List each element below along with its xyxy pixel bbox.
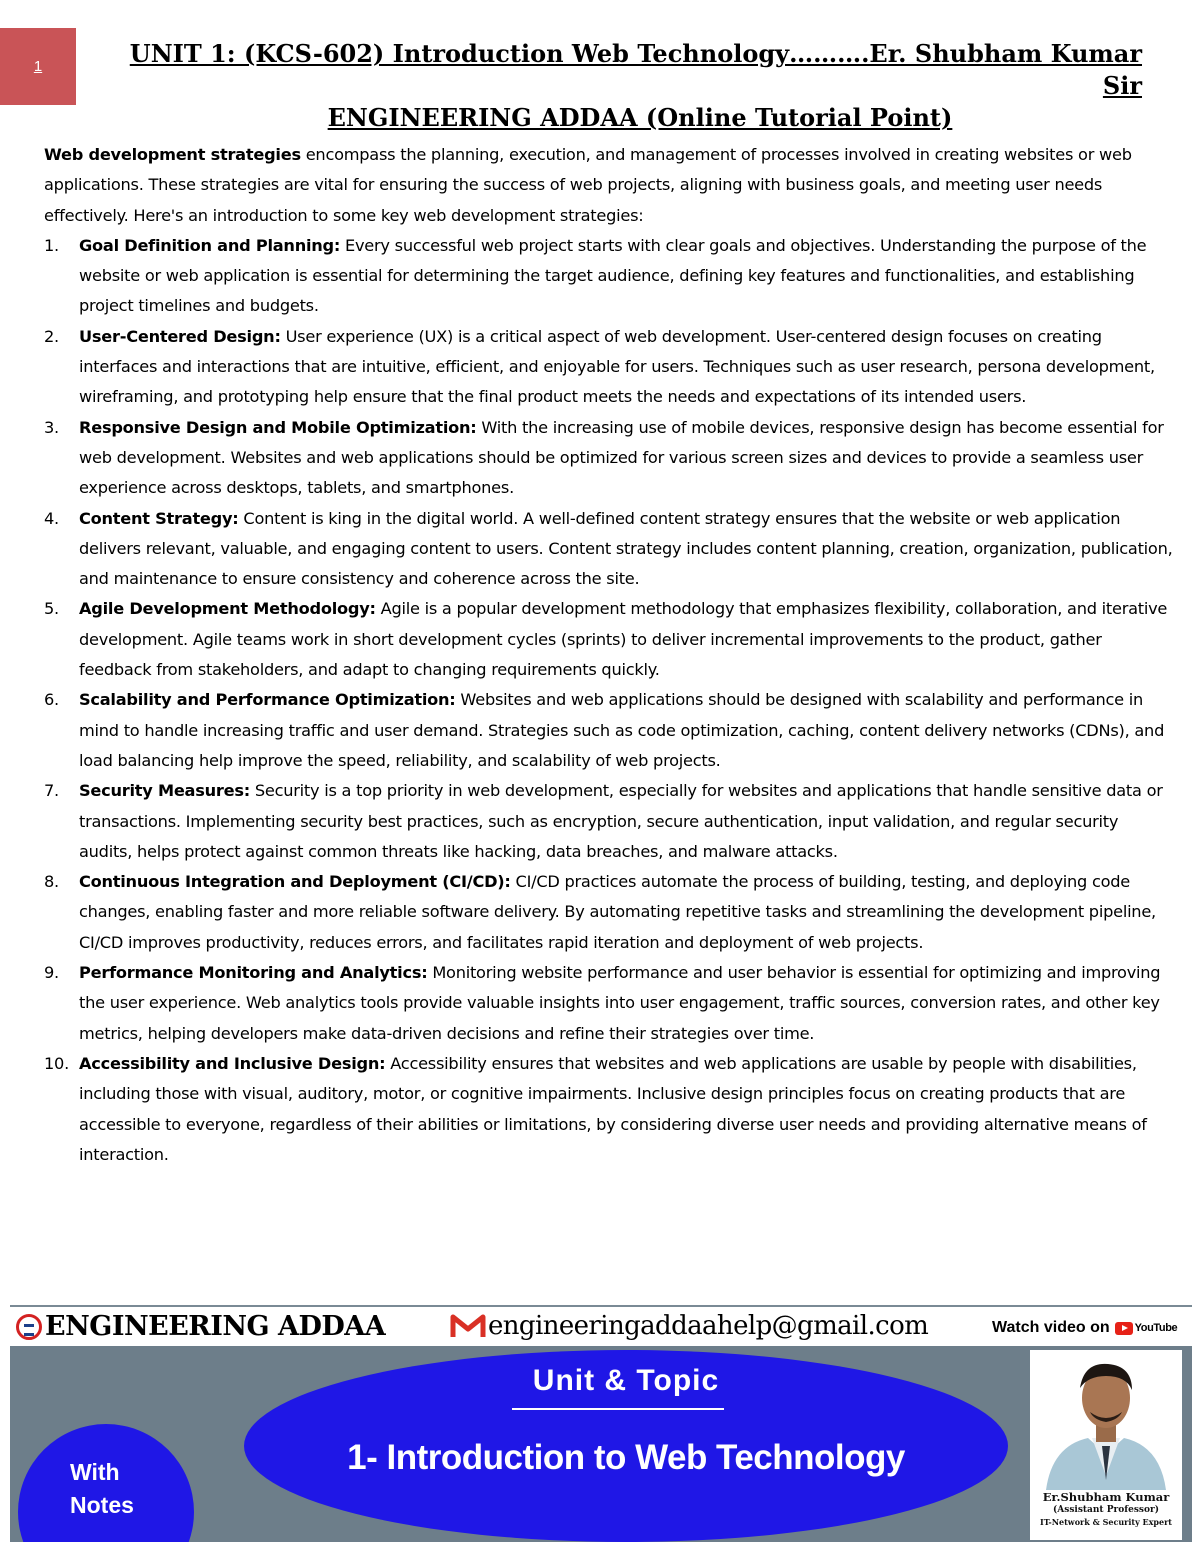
strategy-number: 4. <box>44 508 59 528</box>
strategy-text: Accessibility ensures that websites and web applications are usable by people with disabilities, including those with visual, auditory, motor, or cognitive impairments. Inclusive design principles focus on creating products that are accessible to everyone, regardless of their abilities or limitations, by considering diverse user needs and providing alternative means of interaction. <box>79 1053 1147 1164</box>
notes-line2: Notes <box>70 1492 134 1518</box>
strategy-text: With the increasing use of mobile devices, responsive design has become essential for web development. Websites and web applications should be optimized for various screen sizes and devices to provide a seamless user experience across desktops, tablets, and smartphones. <box>79 417 1164 498</box>
with-notes-badge <box>18 1424 194 1542</box>
strategy-text: Agile is a popular development methodology that emphasizes flexibility, collaboration, and iterative development. Agile teams work in short development cycles (sprints) to deliver incremental improvements to the product, gather feedback from stakeholders, and adapt to changing requirements quickly. <box>79 599 1168 680</box>
brand-name: ENGINEERING ADDAA <box>45 1311 386 1342</box>
email-contact[interactable] <box>450 1311 928 1341</box>
strategy-title: Content Strategy: <box>79 508 239 528</box>
watch-label: Watch video on <box>992 1319 1110 1336</box>
strategy-item <box>44 958 1176 1049</box>
topic-underline <box>512 1408 724 1410</box>
strategy-item <box>44 231 1176 322</box>
strategy-number: 2. <box>44 326 59 346</box>
page-number-badge <box>0 28 76 105</box>
strategy-number: 6. <box>44 690 59 710</box>
strategy-item <box>44 322 1176 413</box>
topic-title: 1- Introduction to Web Technology <box>347 1438 905 1477</box>
strategy-title: User-Centered Design: <box>79 326 281 346</box>
instructor-photo <box>1030 1350 1182 1490</box>
strategy-number: 10. <box>44 1053 69 1073</box>
instructor-name: Er.Shubham Kumar <box>1042 1490 1170 1504</box>
strategy-item <box>44 776 1176 867</box>
strategy-list <box>44 231 1176 1170</box>
intro-bold: Web development strategies <box>44 145 301 164</box>
strategy-number: 8. <box>44 872 59 892</box>
document-body <box>44 140 1176 1170</box>
strategy-title: Scalability and Performance Optimization: <box>79 690 456 710</box>
strategy-text: Security is a top priority in web development, especially for websites and applications that handle sensitive data or transactions. Implementing security best practices, such as encryption, secure authentication, input validation, and regular security audits, helps protect against common threats like hacking, data breaches, and malware attacks. <box>79 781 1163 861</box>
strategy-number: 3. <box>44 417 59 437</box>
youtube-logo <box>1115 1322 1178 1335</box>
instructor-profile <box>1030 1350 1182 1540</box>
watch-video-link[interactable] <box>992 1319 1177 1337</box>
strategy-text: Every successful web project starts with clear goals and objectives. Understanding the purpose of the website or web application is essential for determining the target audience, defining key features and functionalities, and establishing project timelines and budgets. <box>79 235 1147 316</box>
intro-text: encompass the planning, execution, and management of processes involved in creating websites or web applications. These strategies are vital for ensuring the success of web projects, aligning with business goals, and meeting user needs effectively. Here's an introduction to some key web development strategies: <box>44 145 1132 225</box>
instructor-role: (Assistant Professor) <box>1053 1505 1159 1515</box>
strategy-text: User experience (UX) is a critical aspect of web development. User-centered design focuses on creating interfaces and interactions that are intuitive, efficient, and enjoyable for users. Techniques such as user research, persona development, wireframing, and prototyping help ensure that the final product meets the needs and expectations of its intended users. <box>79 326 1155 407</box>
strategy-item <box>44 413 1176 504</box>
gmail-icon <box>450 1313 486 1339</box>
strategy-title: Goal Definition and Planning: <box>79 235 341 255</box>
strategy-text: Monitoring website performance and user behavior is essential for optimizing and improving the user experience. Web analytics tools provide valuable insights into user engagement, traffic sources, conversion rates, and other key metrics, helping developers make data-driven decisions and refine their strategies over time. <box>79 963 1161 1043</box>
strategy-item <box>44 1049 1176 1170</box>
strategy-title: Agile Development Methodology: <box>79 599 376 619</box>
strategy-title: Accessibility and Inclusive Design: <box>79 1053 386 1073</box>
strategy-number: 5. <box>44 599 59 619</box>
strategy-number: 1. <box>44 235 59 255</box>
strategy-text: CI/CD practices automate the process of building, testing, and deploying code changes, enabling faster and more reliable software delivery. By automating repetitive tasks and streamlining the development pipeline, CI/CD improves productivity, reduces errors, and facilitates rapid iteration and deployment of web projects. <box>79 872 1156 952</box>
topic-label: Unit & Topic <box>532 1364 720 1397</box>
intro-paragraph <box>44 140 1176 231</box>
youtube-play-icon <box>1115 1322 1133 1335</box>
strategy-item <box>44 867 1176 958</box>
header-subtitle: ENGINEERING ADDAA (Online Tutorial Point) <box>327 103 953 132</box>
strategy-title: Continuous Integration and Deployment (CI/CD): <box>79 872 511 892</box>
page-header <box>100 38 1180 134</box>
strategy-item <box>44 685 1176 776</box>
engineering-addaa-logo-icon <box>16 1314 42 1340</box>
email-address: engineeringaddaahelp@gmail.com <box>488 1311 929 1341</box>
strategy-text: Content is king in the digital world. A well-defined content strategy ensures that the website or web application delivers relevant, valuable, and engaging content to users. Content strategy includes content planning, creation, organization, publication, and maintenance to ensure consistency and coherence across the site. <box>79 508 1173 589</box>
strategy-item <box>44 504 1176 595</box>
page-number: 1 <box>33 58 43 75</box>
strategy-text: Websites and web applications should be designed with scalability and performance in mind to handle increasing traffic and user demand. Strategies such as code optimization, caching, content delivery networks (CDNs), and load balancing help improve the speed, reliability, and scalability of web projects. <box>79 690 1165 770</box>
strategy-item <box>44 594 1176 685</box>
video-banner <box>10 1346 1192 1542</box>
strategy-title: Responsive Design and Mobile Optimization: <box>79 417 477 437</box>
youtube-label: YouTube <box>1134 1322 1178 1334</box>
header-title: UNIT 1: (KCS-602) Introduction Web Technology……….Er. Shubham Kumar Sir <box>129 39 1142 100</box>
strategy-title: Security Measures: <box>79 781 250 801</box>
topic-oval <box>244 1350 1008 1542</box>
instructor-expertise: IT-Network & Security Expert <box>1040 1517 1172 1527</box>
strategy-title: Performance Monitoring and Analytics: <box>79 963 428 983</box>
brand <box>16 1311 385 1342</box>
footer-contact-bar <box>10 1305 1192 1347</box>
strategy-number: 7. <box>44 781 59 801</box>
strategy-number: 9. <box>44 963 59 983</box>
notes-line1: With <box>70 1459 120 1485</box>
